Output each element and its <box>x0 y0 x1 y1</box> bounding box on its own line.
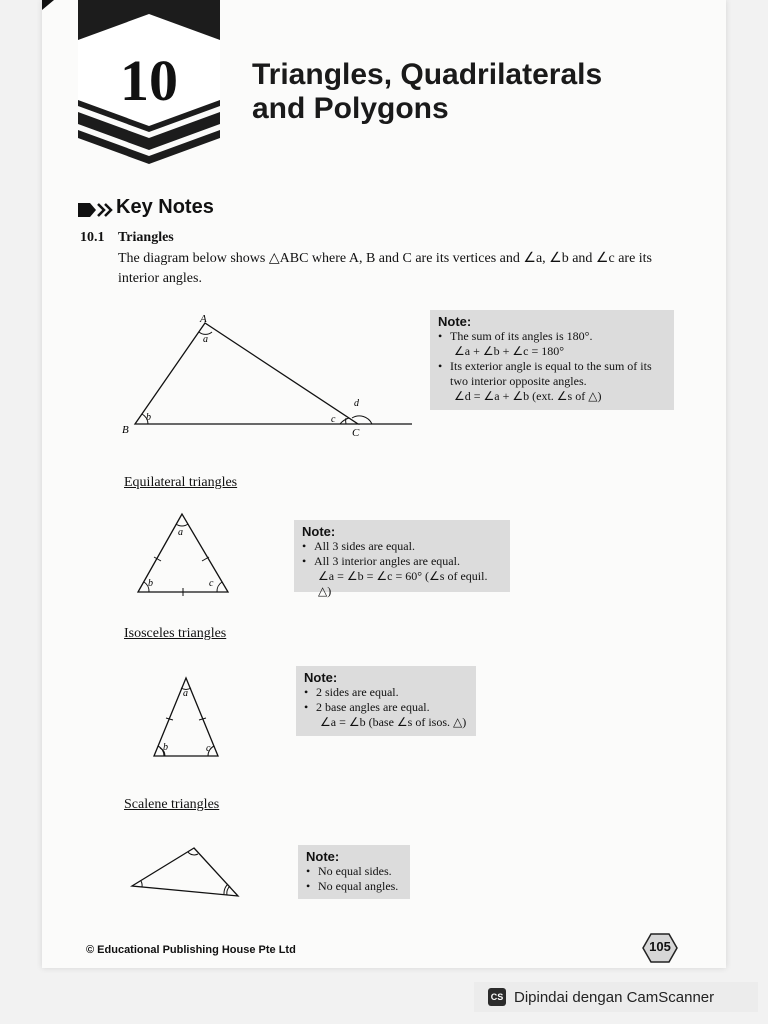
key-notes-icon <box>78 202 114 218</box>
note-bullet: The sum of its angles is 180°. <box>450 329 593 343</box>
equilateral-triangle-diagram <box>130 506 240 602</box>
note-title: Note: <box>302 524 336 539</box>
vertex-a-label: A <box>200 313 207 325</box>
chapter-title <box>252 58 602 126</box>
note-equation: ∠a + ∠b + ∠c = 180° <box>454 344 565 358</box>
angle-b-label: b <box>146 412 151 423</box>
angle-a-label: a <box>203 334 208 345</box>
section-title: Triangles <box>118 230 174 245</box>
chapter-title-line1: Triangles, Quadrilaterals <box>252 58 603 91</box>
note-equation: ∠d = ∠a + ∠b (ext. ∠s of △) <box>454 389 602 403</box>
note-title: Note: <box>306 849 340 864</box>
camscanner-logo-icon: CS <box>488 988 506 1006</box>
camscanner-watermark <box>474 982 758 1012</box>
scalene-triangle-diagram <box>126 840 246 902</box>
note-bullet: No equal angles. <box>318 879 399 893</box>
note-box-equilateral: Note: • All 3 sides are equal. • All 3 interior angles are equal. ∠a = ∠b = ∠c = 60° (∠s of equil. △) <box>294 520 510 592</box>
note-equation: ∠a = ∠b (base ∠s of isos. △) <box>320 715 467 729</box>
page-number: 105 <box>649 939 671 954</box>
section-intro: The diagram below shows △ABC where A, B and C are its vertices and ∠a, ∠b and ∠c are its interior angles. <box>118 251 653 286</box>
angle-c-label: c <box>331 414 336 425</box>
angle-b-label: b <box>163 742 168 753</box>
equilateral-heading: Equilateral triangles <box>124 475 238 490</box>
isosceles-heading: Isosceles triangles <box>124 626 227 641</box>
note-bullet: All 3 sides are equal. <box>314 539 415 553</box>
copyright-icon: © <box>86 944 95 956</box>
triangle-abc-diagram <box>110 305 420 445</box>
vertex-b-label: B <box>122 424 129 436</box>
publisher-name: Educational Publishing House Pte Ltd <box>97 944 296 956</box>
angle-b-label: b <box>148 578 153 589</box>
angle-a-label: a <box>178 527 183 538</box>
note-box-triangles: Note: • The sum of its angles is 180°. ∠a + ∠b + ∠c = 180° • Its exterior angle is equal to the sum of its two interior opposite angles. ∠d = ∠a + ∠b (ext. ∠s of △) <box>430 310 674 410</box>
chapter-number: 10 <box>120 48 178 113</box>
note-equation: ∠a = ∠b = ∠c = 60° (∠s of equil. △) <box>318 569 488 598</box>
note-bullet: No equal sides. <box>318 864 392 878</box>
key-notes-heading: Key Notes <box>116 196 214 218</box>
camscanner-text: Dipindai dengan CamScanner <box>514 988 715 1006</box>
publisher-footer <box>86 944 296 956</box>
note-bullet: 2 sides are equal. <box>316 685 399 699</box>
isosceles-triangle-diagram <box>148 672 244 764</box>
note-title: Note: <box>304 670 338 685</box>
section-number: 10.1 <box>80 230 105 245</box>
note-bullet: 2 base angles are equal. <box>316 700 430 714</box>
note-bullet: All 3 interior angles are equal. <box>314 554 460 568</box>
vertex-c-label: C <box>352 427 360 439</box>
angle-c-label: c <box>206 743 211 754</box>
note-box-isosceles: Note: • 2 sides are equal. • 2 base angles are equal. ∠a = ∠b (base ∠s of isos. △) <box>296 666 476 736</box>
angle-c-label: c <box>209 578 214 589</box>
chapter-title-line2: and Polygons <box>252 92 449 125</box>
note-bullet: Its exterior angle is equal to the sum of its two interior opposite angles. <box>450 359 652 388</box>
angle-d-label: d <box>354 398 359 409</box>
note-box-scalene: Note: • No equal sides. • No equal angles. <box>298 845 410 899</box>
scalene-heading: Scalene triangles <box>124 797 220 812</box>
note-title: Note: <box>438 314 472 329</box>
angle-a-label: a <box>183 688 188 699</box>
